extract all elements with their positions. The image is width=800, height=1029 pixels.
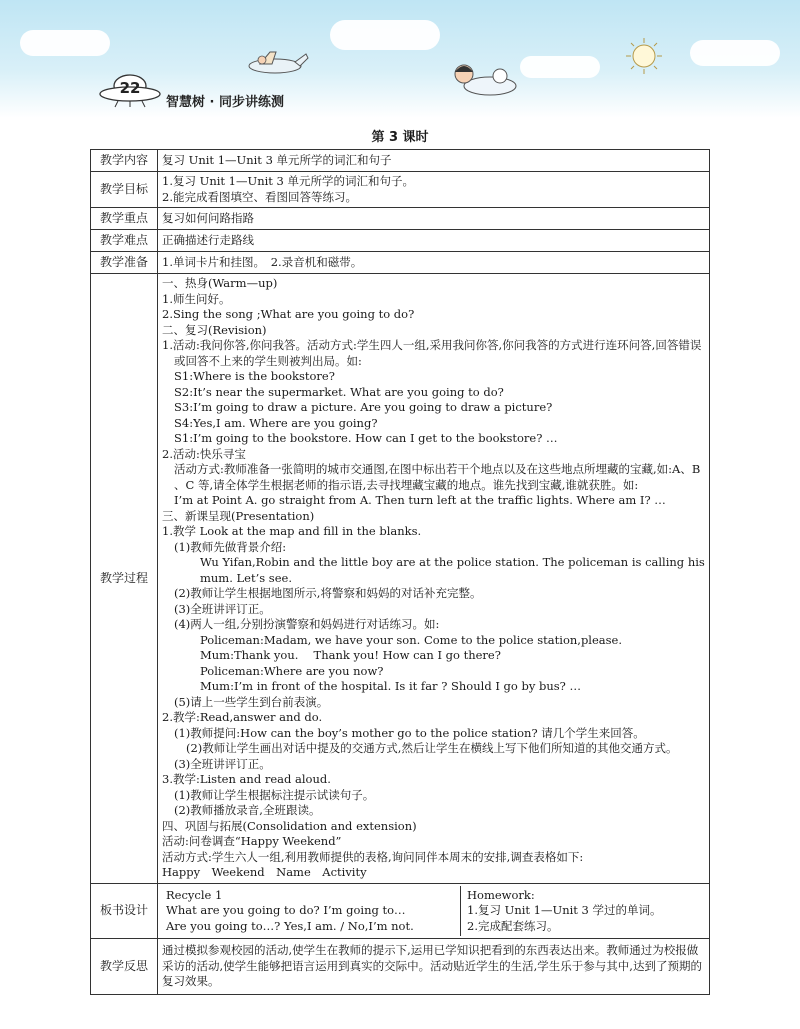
difficulty-text: 正确描述行走路线 — [158, 230, 710, 252]
boy-riding-illustration — [440, 58, 520, 98]
dialogue-line: Wu Yifan,Robin and the little boy are at the police station. The policeman is calling his mum. Let’s see. — [200, 555, 705, 585]
section-heading: 一、热身(Warm—up) — [162, 276, 278, 290]
table-row — [91, 274, 710, 884]
page-number: 22 — [119, 79, 141, 97]
row-label: 教学过程 — [91, 274, 158, 884]
preparation-text: 1.单词卡片和挂图。 2.录音机和磁带。 — [158, 252, 710, 274]
row-label: 教学内容 — [91, 150, 158, 172]
row-label: 板书设计 — [91, 883, 158, 939]
table-row — [91, 252, 710, 274]
content-text: 复习 Unit 1—Unit 3 单元所学的词汇和句子 — [158, 150, 710, 172]
process-line: (1)教师先做背景介绍: — [174, 539, 287, 554]
process-line: (5)请上一些学生到台前表演。 — [174, 694, 329, 709]
homework-line: 1.复习 Unit 1—Unit 3 学过的单词。 — [467, 903, 662, 917]
cloud-decoration — [690, 40, 780, 66]
board-right — [461, 886, 662, 937]
process-line: (4)两人一组,分别扮演警察和妈妈进行对话练习。如: — [174, 617, 440, 631]
process-line: 1.教学 Look at the map and fill in the blanks. — [162, 524, 422, 538]
process-line: 3.教学:Listen and read aloud. — [162, 772, 331, 786]
row-label: 教学目标 — [91, 172, 158, 208]
process-line: (1)教师提问:How can the boy’s mother go to the police station? 请几个学生来回答。 — [174, 725, 645, 740]
process-line: (2)教师让学生根据地图所示,将警察和妈妈的对话补充完整。 — [174, 586, 482, 600]
process-line: (1)教师让学生根据标注提示试读句子。 — [174, 787, 375, 802]
process-line: 1.师生问好。 — [162, 291, 231, 306]
reflection-text: 通过模拟参观校园的活动,使学生在教师的提示下,运用已学知识把看到的东西表达出来。教师通过为校报做采访的活动,使学生能够把语言运用到真实的交际中。活动贴近学生的生活,学生乐于参与其中,达到了预期的复习效果。 — [158, 939, 710, 995]
process-line: (2)教师让学生画出对话中提及的交通方式,然后让学生在横线上写下他们所知道的其他交通方式。 — [186, 741, 678, 755]
goals-cell — [158, 172, 710, 208]
table-row — [91, 939, 710, 995]
process-line: 2.活动:快乐寻宝 — [162, 446, 246, 461]
key-point-text: 复习如何问路指路 — [158, 208, 710, 230]
goal-line: 2.能完成看图填空、看图回答等练习。 — [162, 189, 357, 204]
dialogue-line: S1:I’m going to the bookstore. How can I get to the bookstore? … — [174, 431, 558, 445]
process-line: (3)全班讲评订正。 — [174, 756, 271, 771]
dialogue-line: S2:It’s near the supermarket. What are you going to do? — [174, 384, 504, 399]
cloud-decoration — [330, 20, 440, 50]
table-row — [91, 208, 710, 230]
table-row — [91, 883, 710, 939]
dialogue-line: Mum:I’m in front of the hospital. Is it far ? Should I go by bus? … — [200, 679, 581, 693]
board-line: Recycle 1 — [166, 887, 223, 902]
process-cell — [158, 274, 710, 884]
dialogue-line: Mum:Thank you. Thank you! How can I go there? — [200, 648, 501, 662]
board-left — [162, 886, 461, 937]
dialogue-line: S1:Where is the bookstore? — [174, 369, 335, 383]
board-layout — [162, 886, 705, 937]
lesson-plan-table — [90, 149, 710, 995]
section-heading: 三、新课呈现(Presentation) — [162, 508, 315, 523]
dialogue-line: Policeman:Madam, we have your son. Come to the police station,please. — [200, 632, 623, 647]
row-label: 教学反思 — [91, 939, 158, 995]
process-line: (3)全班讲评订正。 — [174, 601, 271, 616]
table-row — [91, 230, 710, 252]
goal-line: 1.复习 Unit 1—Unit 3 单元所学的词汇和句子。 — [162, 174, 415, 188]
homework-line: Homework: — [467, 887, 535, 902]
airplane-illustration — [240, 48, 310, 82]
dialogue-line: I’m at Point A. go straight from A. Then turn left at the traffic lights. Where am I? … — [174, 493, 666, 507]
survey-columns: Happy Weekend Name Activity — [162, 865, 367, 879]
table-row — [91, 150, 710, 172]
row-label: 教学难点 — [91, 230, 158, 252]
series-title: 智慧树 · 同步讲练测 — [166, 95, 284, 110]
section-heading: 二、复习(Revision) — [162, 322, 267, 337]
dialogue-line: S4:Yes,I am. Where are you going? — [174, 415, 378, 430]
row-label: 教学准备 — [91, 252, 158, 274]
process-line: 2.Sing the song ;What are you going to do? — [162, 307, 415, 321]
cloud-decoration — [520, 56, 600, 78]
board-cell — [158, 883, 710, 939]
lesson-title: 第 3 课时 — [371, 130, 429, 145]
cloud-decoration — [20, 30, 110, 56]
process-line: 活动方式:学生六人一组,利用教师提供的表格,询问同伴本周末的安排,调查表格如下: — [162, 849, 584, 864]
homework-line: 2.完成配套练习。 — [467, 918, 559, 933]
process-line: 2.教学:Read,answer and do. — [162, 710, 323, 724]
process-line: 活动:问卷调查“Happy Weekend” — [162, 834, 342, 848]
process-line: 1.活动:我问你答,你问我答。活动方式:学生四人一组,采用我问你答,你问我答的方式进行连环问答,回答错误或回答不上来的学生则被判出局。如: — [162, 338, 702, 368]
process-line: (2)教师播放录音,全班跟读。 — [174, 803, 321, 817]
board-line: Are you going to…? Yes,I am. / No,I’m not. — [166, 918, 414, 933]
row-label: 教学重点 — [91, 208, 158, 230]
section-heading: 四、巩固与拓展(Consolidation and extension) — [162, 818, 417, 833]
process-line: 活动方式:教师准备一张简明的城市交通图,在图中标出若干个地点以及在这些地点所埋藏的宝藏,如:A、B 、C 等,请全体学生根据老师的指示语,去寻找埋藏宝藏的地点。谁先找到宝藏,谁就获胜。如: — [174, 462, 701, 492]
sun-icon — [624, 36, 664, 76]
dialogue-line: Policeman:Where are you now? — [200, 663, 384, 678]
board-line: What are you going to do? I’m going to… — [166, 903, 406, 917]
dialogue-line: S3:I’m going to draw a picture. Are you going to draw a picture? — [174, 400, 553, 414]
table-row — [91, 172, 710, 208]
